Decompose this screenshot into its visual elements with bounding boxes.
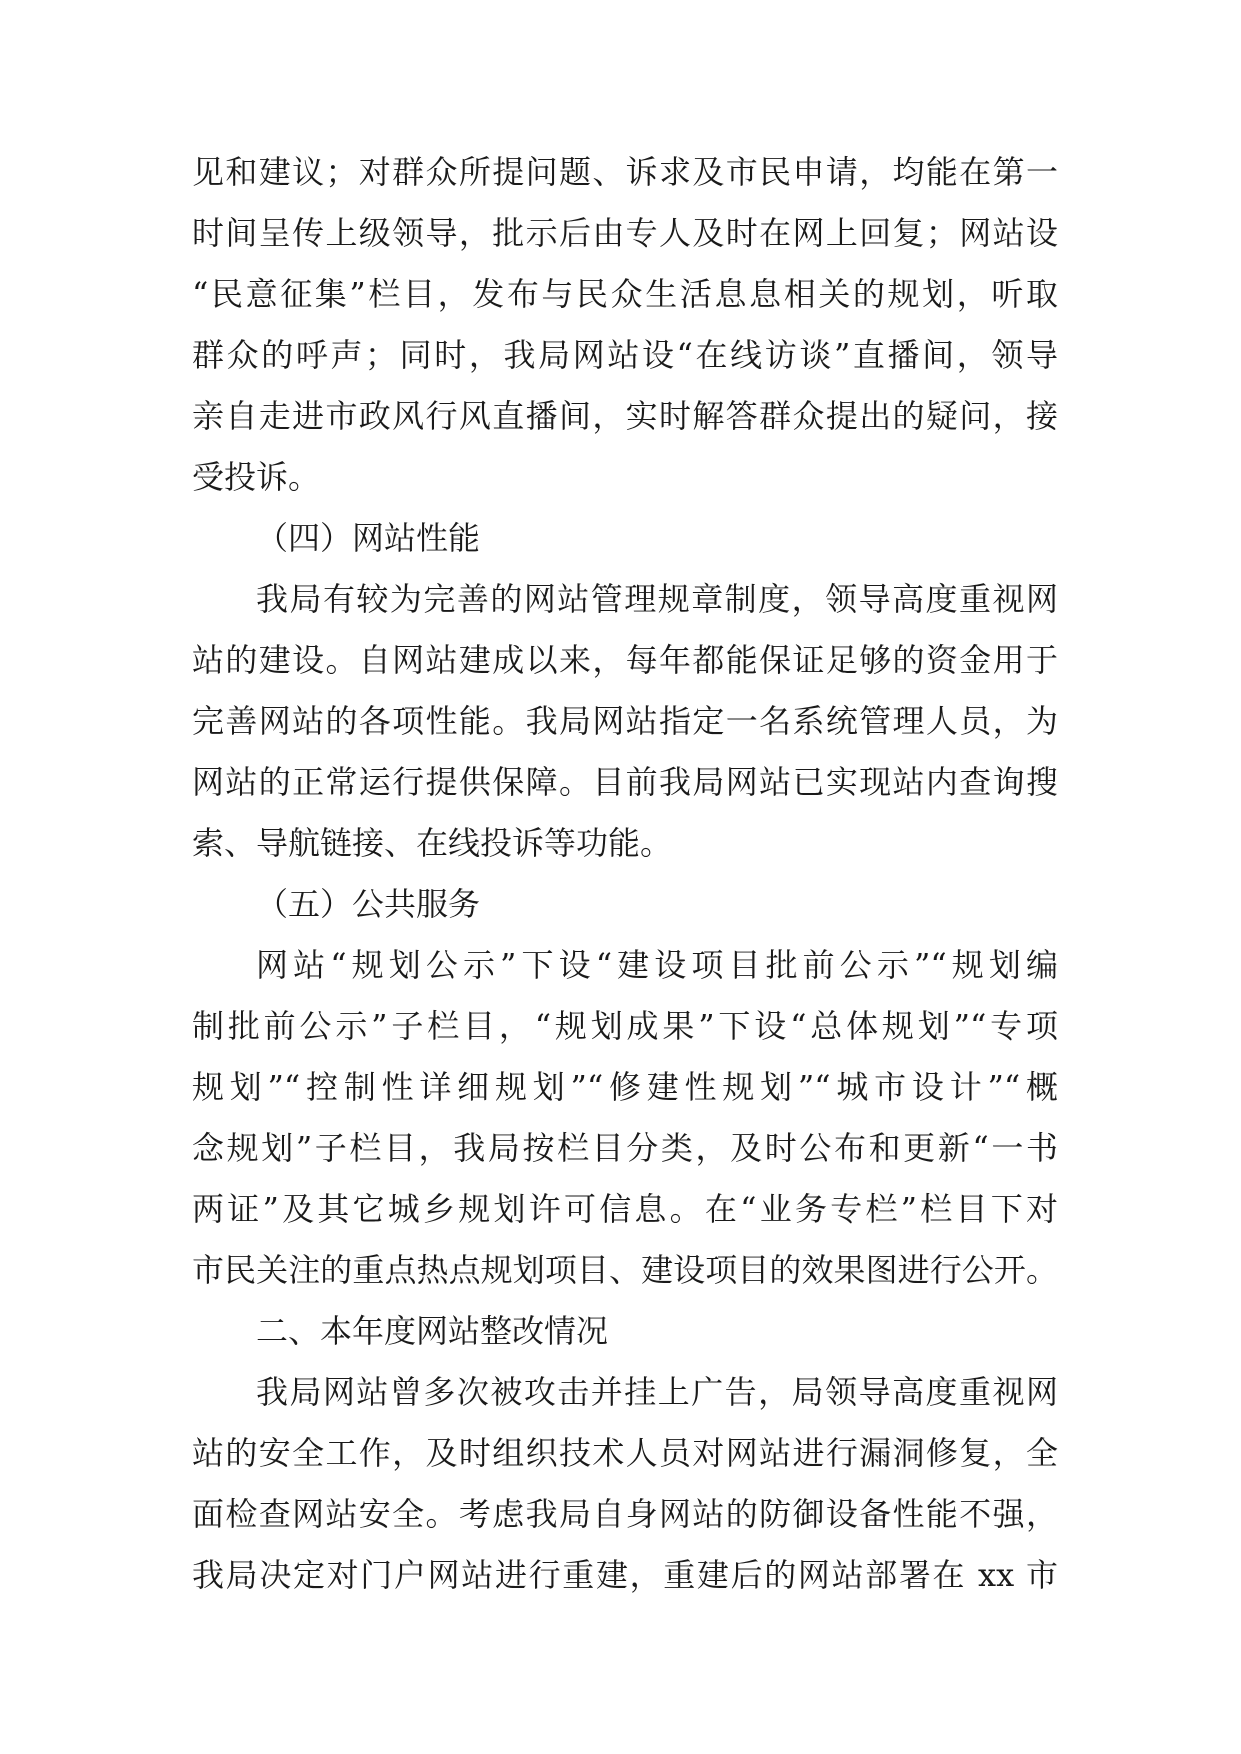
text-line: 站的建设。自网站建成以来，每年都能保证足够的资金用于: [192, 641, 1058, 679]
text-line: 群众的呼声；同时，我局网站设“在线访谈”直播间，领导: [192, 336, 1058, 374]
text-line: “民意征集”栏目，发布与民众生活息息相关的规划，听取: [192, 275, 1058, 313]
text-line: 规划”“控制性详细规划”“修建性规划”“城市设计”“概: [192, 1068, 1058, 1106]
text-line: 亲自走进市政风行风直播间，实时解答群众提出的疑问，接: [192, 397, 1058, 435]
section-heading: （五）公共服务: [256, 885, 481, 923]
text-line: 面检查网站安全。考虑我局自身网站的防御设备性能不强，: [192, 1495, 1058, 1533]
text-line: 见和建议；对群众所提问题、诉求及市民申请，均能在第一: [192, 153, 1058, 191]
text-line: 站的安全工作，及时组织技术人员对网站进行漏洞修复，全: [192, 1434, 1058, 1472]
text-line: 索、导航链接、在线投诉等功能。: [192, 824, 673, 862]
text-line: 受投诉。: [192, 458, 321, 496]
text-line: 我局决定对门户网站进行重建，重建后的网站部署在 xx 市: [192, 1556, 1058, 1594]
text-line: 时间呈传上级领导，批示后由专人及时在网上回复；网站设: [192, 214, 1058, 252]
text-line: 网站“规划公示”下设“建设项目批前公示”“规划编: [256, 946, 1058, 984]
text-line: 完善网站的各项性能。我局网站指定一名系统管理人员，为: [192, 702, 1058, 740]
section-heading: 二、本年度网站整改情况: [256, 1312, 609, 1350]
text-line: 制批前公示”子栏目，“规划成果”下设“总体规划”“专项: [192, 1007, 1058, 1045]
text-line: 念规划”子栏目，我局按栏目分类，及时公布和更新“一书: [192, 1129, 1058, 1167]
text-line: 两证”及其它城乡规划许可信息。在“业务专栏”栏目下对: [192, 1190, 1058, 1228]
document-body: [192, 142, 1058, 1606]
section-heading: （四）网站性能: [256, 519, 481, 557]
text-line: 我局网站曾多次被攻击并挂上广告，局领导高度重视网: [256, 1373, 1058, 1411]
text-line: 我局有较为完善的网站管理规章制度，领导高度重视网: [256, 580, 1058, 618]
text-line: 网站的正常运行提供保障。目前我局网站已实现站内查询搜: [192, 763, 1058, 801]
text-line: 市民关注的重点热点规划项目、建设项目的效果图进行公开。: [192, 1251, 1058, 1289]
